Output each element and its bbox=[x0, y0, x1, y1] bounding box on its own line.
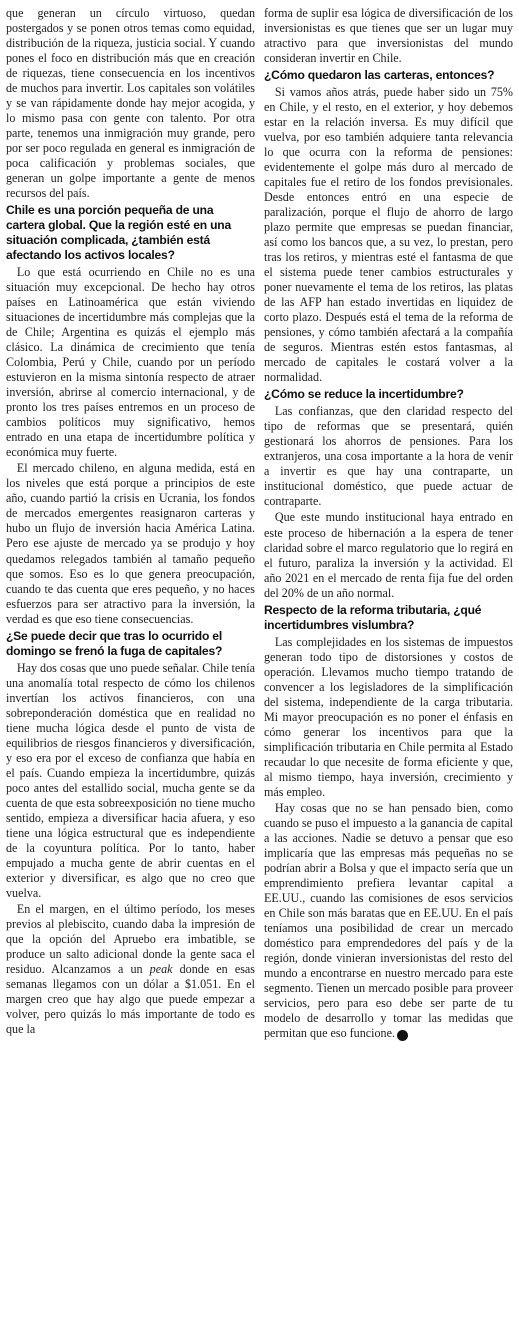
paragraph: Que este mundo institucional haya entrado en este proceso de hibernación a la espera de tener claridad sobre el marco regulatorio que lo regirá en el futuro, paraliza la inversión y la actividad. El año 2021 en el mercado de renta fija fue del orden del 20% de un año normal. bbox=[264, 510, 513, 600]
paragraph: Las complejidades en los sistemas de impuestos generan todo tipo de distorsiones y costos de operación. Llevamos mucho tiempo tratando de convencer a los legisladores de la simplificación del sistema, independiente de la carga tributaria. Mi mayor preocupación es no poner el énfasis en cómo generar los incentivos para que la simplificación tributaria en Chile permita al Estado recaudar lo que necesite de forma eficiente y que, al mismo tiempo, haya inversión, crecimiento y más empleo. bbox=[264, 634, 513, 799]
paragraph: Hay dos cosas que uno puede señalar. Chile tenía una anomalía total respecto de cómo los chilenos invertían los activos financieros, con una sobreponderación doméstica que en realidad no tiene mucha lógica desde el punto de vista de equilibrios de riesgos financieros y diversificación, y eso era por el exceso de confianza que había en el país. Cuando empieza la incertidumbre, quizás poco antes del estallido social, mucha gente se da cuenta de que esta sobreexposición no tiene mucho sentido, empieza a diversificar hacia afuera, y eso tiene una lógica estructural que es independiente de la coyuntura política. Por lo tanto, haber empujado a mucha gente de abrir cuentas en el exterior y diversificar, es algo que no creo que vuelva. bbox=[6, 660, 255, 900]
text-run: donde en esas semanas llegamos con un dólar a $1.051. En el margen creo que hay algo que puede empezar a volver, pero quizás lo más importante de todo es que la bbox=[6, 961, 255, 1036]
interview-question: Respecto de la reforma tributaria, ¿qué incertidumbres vislumbra? bbox=[264, 602, 482, 632]
interview-question: ¿Se puede decir que tras lo ocurrido el domingo se frenó la fuga de capitales? bbox=[6, 628, 223, 658]
paragraph: El mercado chileno, en alguna medida, está en los niveles que está porque a principios de este año, cuando partió la crisis en Ucrania, los fondos de mercados emergentes reasignaron carteras y hubo un flujo de inversión hacia América Latina. Pero ese ajuste de mercado ya se produjo y hoy quedamos relegados también al tamaño pequeño que somos. Eso es lo que genera preocupación, cuando te das cuenta que eres pequeño, y no haces esfuerzos para ser atractivo para la inversión, la verdad es que eso tiene consecuencias. bbox=[6, 461, 255, 626]
interview-question: Chile es una porción pequeña de una cartera global. Que la región esté en una situación complicada, ¿también está afectando los activos locales? bbox=[6, 203, 232, 263]
text-run: En el margen, en el último período, los meses previos al plebiscito, cuando daba la impresión de que la opción del Apruebo era imbatible, se produce un salto adicional donde la gente saca el residuo. Alcanzamos a un bbox=[6, 901, 255, 976]
right-column bbox=[264, 6, 513, 1324]
paragraph: Si vamos años atrás, puede haber sido un 75% en Chile, y el resto, en el exterior, y hoy debemos estar en la relación inversa. Es muy difícil que vuelva, por eso también adquiere tanta relevancia lo que ocurra con la reforma de pensiones: evidentemente el golpe más duro al mercado de capitales fue el retiro de los fondos previsionales. Desde entonces entró en una especie de paralización, porque el flujo de ahorro de largo plazo permite que empresas se puedan financiar, así como los bancos que, a su vez, lo prestan, pero tras los retiros, y mientras esté el fantasma de que el sistema puede tener cambios estructurales y poner nuevamente el tema de los retiros, las platas de las AFP han estado invertidas en liquidez de corto plazo. Después está el tema de la reforma de pensiones, y cómo también afectará a la compañía de seguros. Mientras estén estos fantasmas, al mercado de capitales le costará volver a la normalidad. bbox=[264, 85, 513, 385]
left-column bbox=[6, 6, 255, 1324]
paragraph: que generan un círculo virtuoso, quedan postergados y se ponen otros temas como equidad, distribución de la riqueza, justicia social. Y cuando pones el foco en distribución más que en creación de riquezas, tiene consecuencia en los incentivos de muchos para invertir. Los capitales son volátiles y se van rápidamente donde hay mejor acogida, y lo mismo pasa con gente con talento. Por otra parte, tenemos una inmigración muy grande, pero por ser poco regulada en general es inmigración de poca calificación y problemas sociales, que generan un golpe importante a gente de menos recursos del país. bbox=[6, 6, 255, 201]
paragraph: forma de suplir esa lógica de diversificación de los inversionistas es que tienes que ser un lugar muy atractivo para que inversionistas del mundo consideran invertir en Chile. bbox=[264, 6, 513, 66]
interview-question: ¿Cómo quedaron las carteras, entonces? bbox=[264, 68, 495, 83]
interview-question: ¿Cómo se reduce la incertidumbre? bbox=[264, 387, 464, 402]
paragraph: Lo que está ocurriendo en Chile no es una situación muy excepcional. De hecho hay otros países en Latinoamérica que están viviendo situaciones de incertidumbre más complejas que la de Chile; Argentina es quizás el ejemplo más clásico. La dinámica de crecimiento que tenía Colombia, Perú y Chile, cuando por un período estuvieron en la misma sintonía respecto de atraer inversión, abrirse al comercio internacional, y de pronto los tres países entremos en un proceso de cambios políticos muy significativo, hemos entrado en una etapa de incertidumbre política y económica muy fuerte. bbox=[6, 265, 255, 460]
paragraph bbox=[264, 801, 513, 1041]
text-run: Hay cosas que no se han pensado bien, como cuando se puso el impuesto a la ganancia de capital a las acciones. Nadie se detuvo a pensar que eso implicaría que las empresas más pequeñas no se podrían abrir a Bolsa y que el impacto sería que un emprendimiento prefiera levantar capital a EE.UU., cuando las comisiones de esos servicios en Chile son más baratas que en EE.UU. En el país teníamos una posibilidad de crear un mercado doméstico para emprendedores del país y de la región, donde vinieran inversionistas del resto del mundo a encontrarse en nuestro mercado para este segmento. Tienen un mercado posible para proveer servicios, pero para eso debe ser parte de tu modelo de desarrollo y tomar las medidas que permitan que eso funcione. bbox=[264, 800, 513, 1040]
paragraph bbox=[6, 902, 255, 1037]
paragraph: Las confianzas, que den claridad respecto del tipo de reformas que se presentará, quién gestionará los ahorros de pensiones. Para los extranjeros, una cosa importante a la hora de venir a invertir es que hay una contraparte, un institucional doméstico, que puede actuar de contraparte. bbox=[264, 404, 513, 509]
end-of-article-icon: P bbox=[397, 1030, 408, 1041]
italic-term: peak bbox=[149, 961, 173, 976]
